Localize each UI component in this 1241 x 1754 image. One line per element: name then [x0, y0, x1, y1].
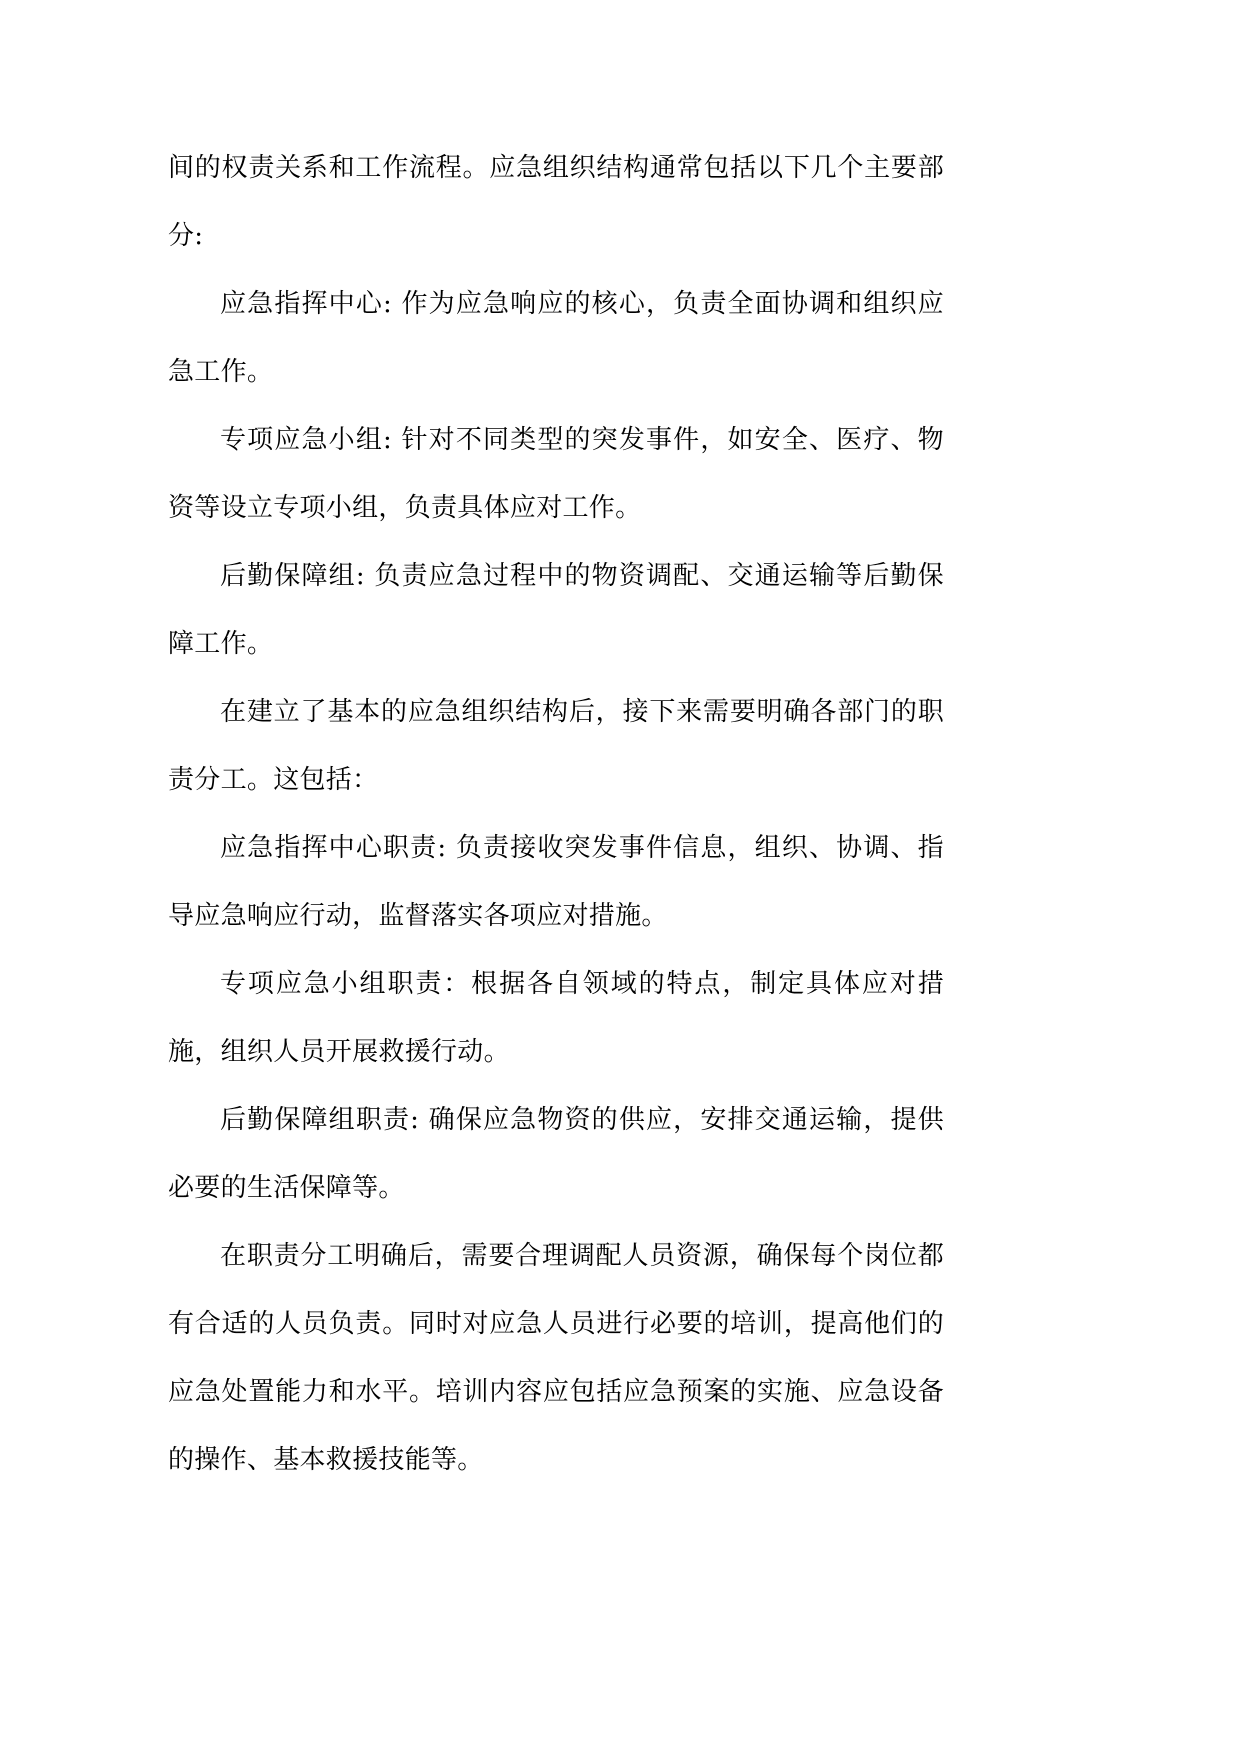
paragraph-responsibilities-intro: 在建立了基本的应急组织结构后，接下来需要明确各部门的职责分工。这包括：: [168, 697, 944, 795]
paragraph-command-center: 应急指挥中心: 作为应急响应的核心，负责全面协调和组织应急工作。: [168, 289, 944, 387]
document-body: [168, 134, 944, 1494]
paragraph-continuation: 间的权责关系和工作流程。应急组织结构通常包括以下几个主要部分:: [168, 153, 944, 251]
paragraph-special-teams-duties: 专项应急小组职责：根据各自领域的特点，制定具体应对措施，组织人员开展救援行动。: [168, 969, 944, 1067]
paragraph-logistics-group: 后勤保障组: 负责应急过程中的物资调配、交通运输等后勤保障工作。: [168, 561, 944, 659]
paragraph-command-center-duties: 应急指挥中心职责: 负责接收突发事件信息，组织、协调、指导应急响应行动，监督落实各项应对措施。: [168, 833, 944, 931]
paragraph-logistics-duties: 后勤保障组职责: 确保应急物资的供应，安排交通运输，提供必要的生活保障等。: [168, 1105, 944, 1203]
paragraph-special-teams: 专项应急小组: 针对不同类型的突发事件，如安全、医疗、物资等设立专项小组，负责具体应对工作。: [168, 425, 944, 523]
paragraph-staffing-training: 在职责分工明确后，需要合理调配人员资源，确保每个岗位都有合适的人员负责。同时对应急人员进行必要的培训，提高他们的应急处置能力和水平。培训内容应包括应急预案的实施、应急设备的操作、基本救援技能等。: [168, 1241, 944, 1475]
